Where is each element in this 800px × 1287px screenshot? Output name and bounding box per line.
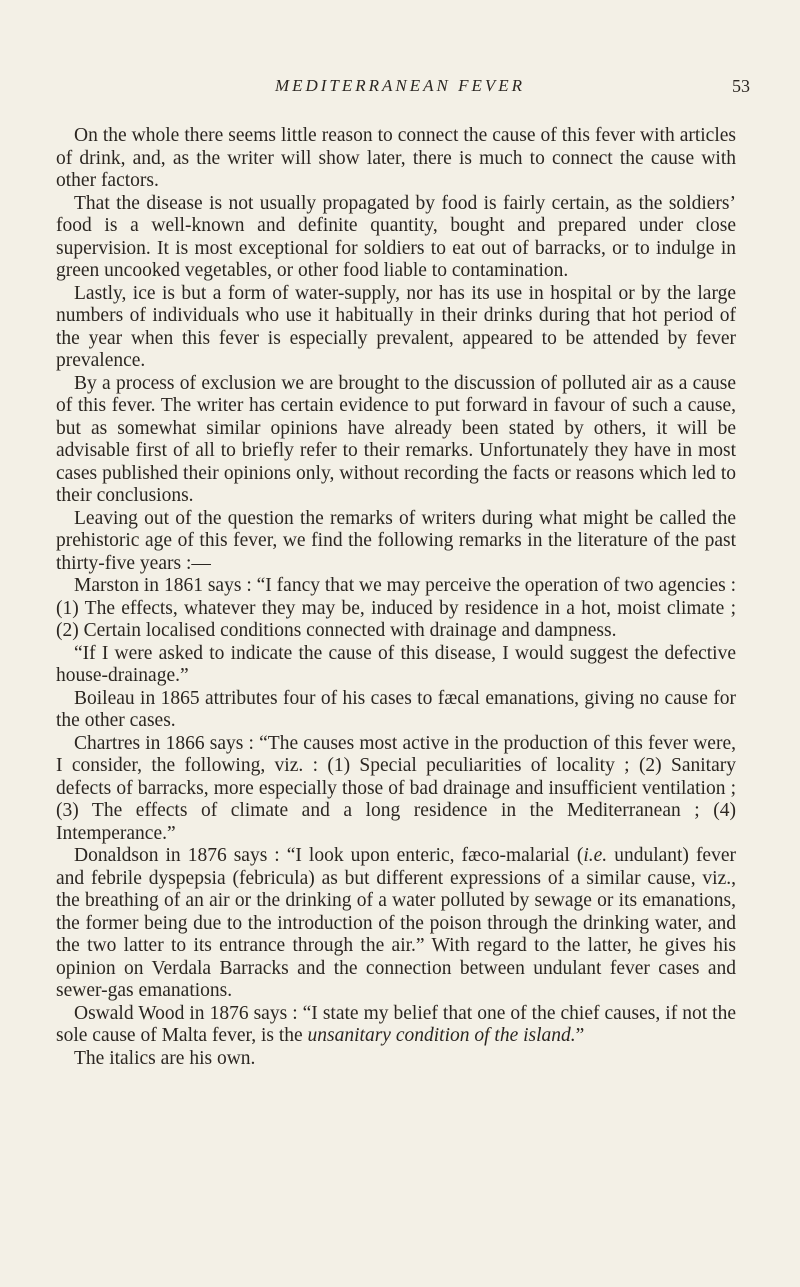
paragraph: Chartres in 1866 says : “The causes most active in the production of this fever were, I consider, the following, viz. : (1) Special peculiarities of locality ; (2) Sanitary defects of barracks, more especially those of bad drainage and insufficient ventilation ; (3) The effects of climate and a long residence in the Mediterranean ; (4) Intemperance.” [56,732,736,844]
paragraph [56,845,736,1003]
paragraph: By a process of exclusion we are brought to the discussion of polluted air as a cause of this fever. The writer has certain evidence to put forward in favour of such a cause, but as somewhat similar opinions have already been stated by others, it will be advisable first of all to briefly refer to their remarks. Unfortunately they have in most cases published their opinions only, without recording the facts or reasons which led to their conclusions. [56,372,736,506]
body-text [56,125,736,1070]
running-title: MEDITERRANEAN FEVER [274,76,526,95]
paragraph: On the whole there seems little reason to connect the cause of this fever with articles of drink, and, as the writer will show later, there is much to connect the cause with other factors. [56,125,736,191]
paragraph: Leaving out of the question the remarks of writers during what might be called the prehistoric age of this fever, we find the following remarks in the literature of the past thirty-five years :— [56,507,736,574]
paragraph [56,1003,736,1048]
text-run: undulant) fever and febrile dyspepsia (febricula) as but different expressions of a similar cause, viz., the breathing of an air or the drinking of a water polluted by sewage or its emanations, the former being due to the introduction of the poison through the drinking water, and the two latter to its entrance through the air.” With regard to the latter, he gives his opinion on Verdala Barracks and the connection between undulant fever cases and sewer-gas emanations. [56,845,736,1001]
paragraph: Marston in 1861 says : “I fancy that we may perceive the operation of two agencies : (1) The effects, whatever they may be, induced by residence in a hot, moist climate ; (2) Certain localised conditions connected with drainage and dampness. [56,575,736,641]
text-run: Oswald Wood in 1876 says : “I state my belief that one of the chief causes, if not the sole cause of Malta fever, is the [56,1002,736,1046]
paragraph: “If I were asked to indicate the cause of this disease, I would suggest the defective house-drainage.” [56,642,736,686]
paragraph: That the disease is not usually propagated by food is fairly certain, as the soldiers’ food is a well-known and definite quantity, bought and prepared under close supervision. It is most exceptional for soldiers to eat out of barracks, or to indulge in green uncooked vegetables, or other food liable to contamination. [56,192,736,281]
paragraph: The italics are his own. [74,1047,256,1069]
paragraph: Lastly, ice is but a form of water-supply, nor has its use in hospital or by the large numbers of individuals who use it habitually in their drinks during that hot period of the year when this fever is especially prevalent, appeared to be attended by fever prevalence. [56,282,736,371]
italic-text: i.e. [583,845,608,866]
italic-text: unsanitary condition of the island. [307,1025,576,1046]
page-number: 53 [732,76,750,96]
paragraph: Boileau in 1865 attributes four of his cases to fæcal emanations, giving no cause for the other cases. [56,687,736,731]
text-run: Donaldson in 1876 says : “I look upon enteric, fæco-malarial ( [74,845,584,866]
text-run: ” [575,1025,585,1046]
